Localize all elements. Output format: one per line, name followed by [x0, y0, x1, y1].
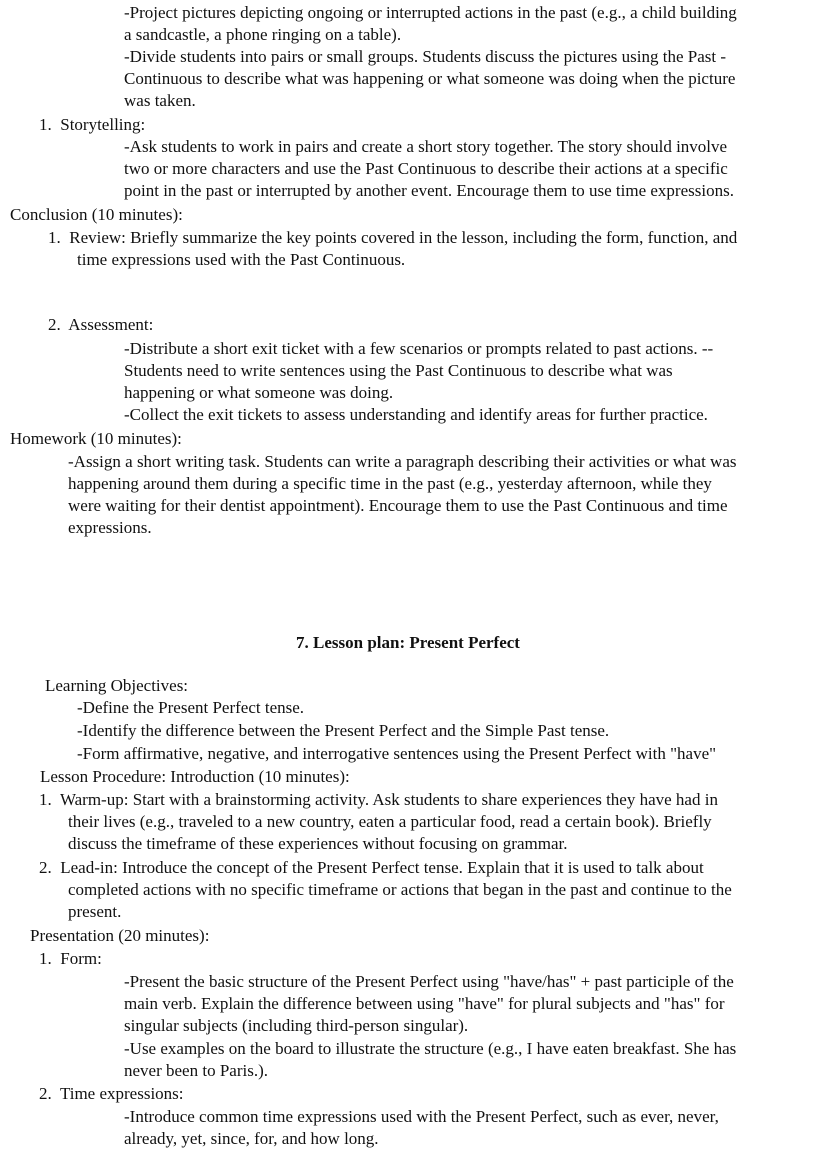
text-line: -Present the basic structure of the Present Perfect using "have/has" + past participle of the [124, 972, 734, 991]
text-line: 1. Review: Briefly summarize the key points covered in the lesson, including the form, function, and [48, 228, 738, 247]
text-line: 2. Assessment: [48, 315, 154, 334]
text-line: Lesson Procedure: Introduction (10 minutes): [40, 767, 350, 786]
text-line: singular subjects (including third-person singular). [124, 1016, 469, 1035]
text-line: -Divide students into pairs or small groups. Students discuss the pictures using the Past - [124, 47, 727, 66]
text-line: -Define the Present Perfect tense. [77, 698, 305, 717]
text-line: Homework (10 minutes): [10, 429, 182, 448]
text-line: happening or what someone was doing. [124, 383, 394, 402]
text-line: -Project pictures depicting ongoing or interrupted actions in the past (e.g., a child building [124, 3, 737, 22]
text-line: Continuous to describe what was happening or what someone was doing when the picture [124, 69, 736, 88]
text-line: 2. Time expressions: [39, 1084, 184, 1103]
text-line: 1. Storytelling: [39, 115, 146, 134]
text-line: -Form affirmative, negative, and interrogative sentences using the Present Perfect with "have" [77, 744, 717, 763]
text-line: time expressions used with the Past Continuous. [77, 250, 406, 269]
text-line: present. [68, 902, 122, 921]
text-line: 2. Lead-in: Introduce the concept of the Present Perfect tense. Explain that it is used to talk about [39, 858, 704, 877]
text-line: discuss the timeframe of these experiences without focusing on grammar. [68, 834, 568, 853]
text-line: never been to Paris.). [124, 1061, 268, 1080]
text-line: Conclusion (10 minutes): [10, 205, 183, 224]
text-line: two or more characters and use the Past Continuous to describe their actions at a specific [124, 159, 728, 178]
text-line: expressions. [68, 518, 152, 537]
text-line: Learning Objectives: [45, 676, 189, 695]
text-line: completed actions with no specific timeframe or actions that began in the past and continue to the [68, 880, 732, 899]
text-line: 1. Warm-up: Start with a brainstorming activity. Ask students to share experiences they have had in [39, 790, 718, 809]
text-line: Presentation (20 minutes): [30, 926, 210, 945]
text-line: already, yet, since, for, and how long. [124, 1129, 379, 1148]
text-line: -Introduce common time expressions used with the Present Perfect, such as ever, never, [124, 1107, 719, 1126]
text-line: happening around them during a specific time in the past (e.g., yesterday afternoon, while they [68, 474, 712, 493]
text-line: 1. Form: [39, 949, 102, 968]
text-line: was taken. [124, 91, 196, 110]
text-line: point in the past or interrupted by another event. Encourage them to use time expressions. [124, 181, 734, 200]
text-line: a sandcastle, a phone ringing on a table). [124, 25, 402, 44]
text-line: their lives (e.g., traveled to a new country, eaten a particular food, read a certain book). Briefly [68, 812, 712, 831]
text-line: Students need to write sentences using the Past Continuous to describe what was [124, 361, 673, 380]
text-line: -Ask students to work in pairs and create a short story together. The story should involve [124, 137, 728, 156]
text-line: were waiting for their dentist appointment). Encourage them to use the Past Continuous and time [68, 496, 728, 515]
text-line: -Use examples on the board to illustrate the structure (e.g., I have eaten breakfast. She has [124, 1039, 737, 1058]
text-line: -Identify the difference between the Present Perfect and the Simple Past tense. [77, 721, 610, 740]
section-heading: 7. Lesson plan: Present Perfect [296, 633, 520, 652]
text-line: -Collect the exit tickets to assess understanding and identify areas for further practice. [124, 405, 708, 424]
text-line: main verb. Explain the difference between using "have" for plural subjects and "has" for [124, 994, 725, 1013]
text-line: -Assign a short writing task. Students can write a paragraph describing their activities or what was [68, 452, 737, 471]
text-line: -Distribute a short exit ticket with a few scenarios or prompts related to past actions. -- [124, 339, 714, 358]
